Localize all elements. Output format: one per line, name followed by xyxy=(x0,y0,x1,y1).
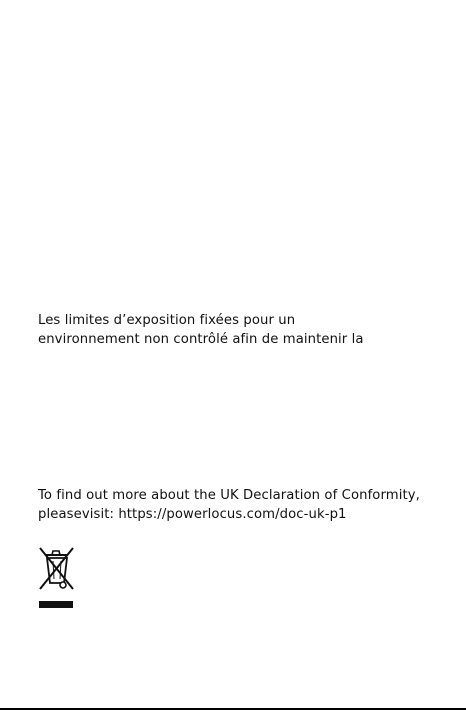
french-notice-line-1: Les limites d’exposition fixées pour un xyxy=(38,313,296,328)
uk-notice-line-1: To find out more about the UK Declaration of Conformity, xyxy=(38,488,420,503)
crossed-out-wheelie-bin-icon xyxy=(36,545,76,609)
uk-notice-line-2: pleasevisit: https://powerlocus.com/doc-uk-p1 xyxy=(38,507,347,522)
uk-conformity-notice xyxy=(38,486,420,524)
french-notice-line-2: environnement non contrôlé afin de maintenir la xyxy=(38,332,364,347)
french-exposure-notice xyxy=(38,311,364,349)
